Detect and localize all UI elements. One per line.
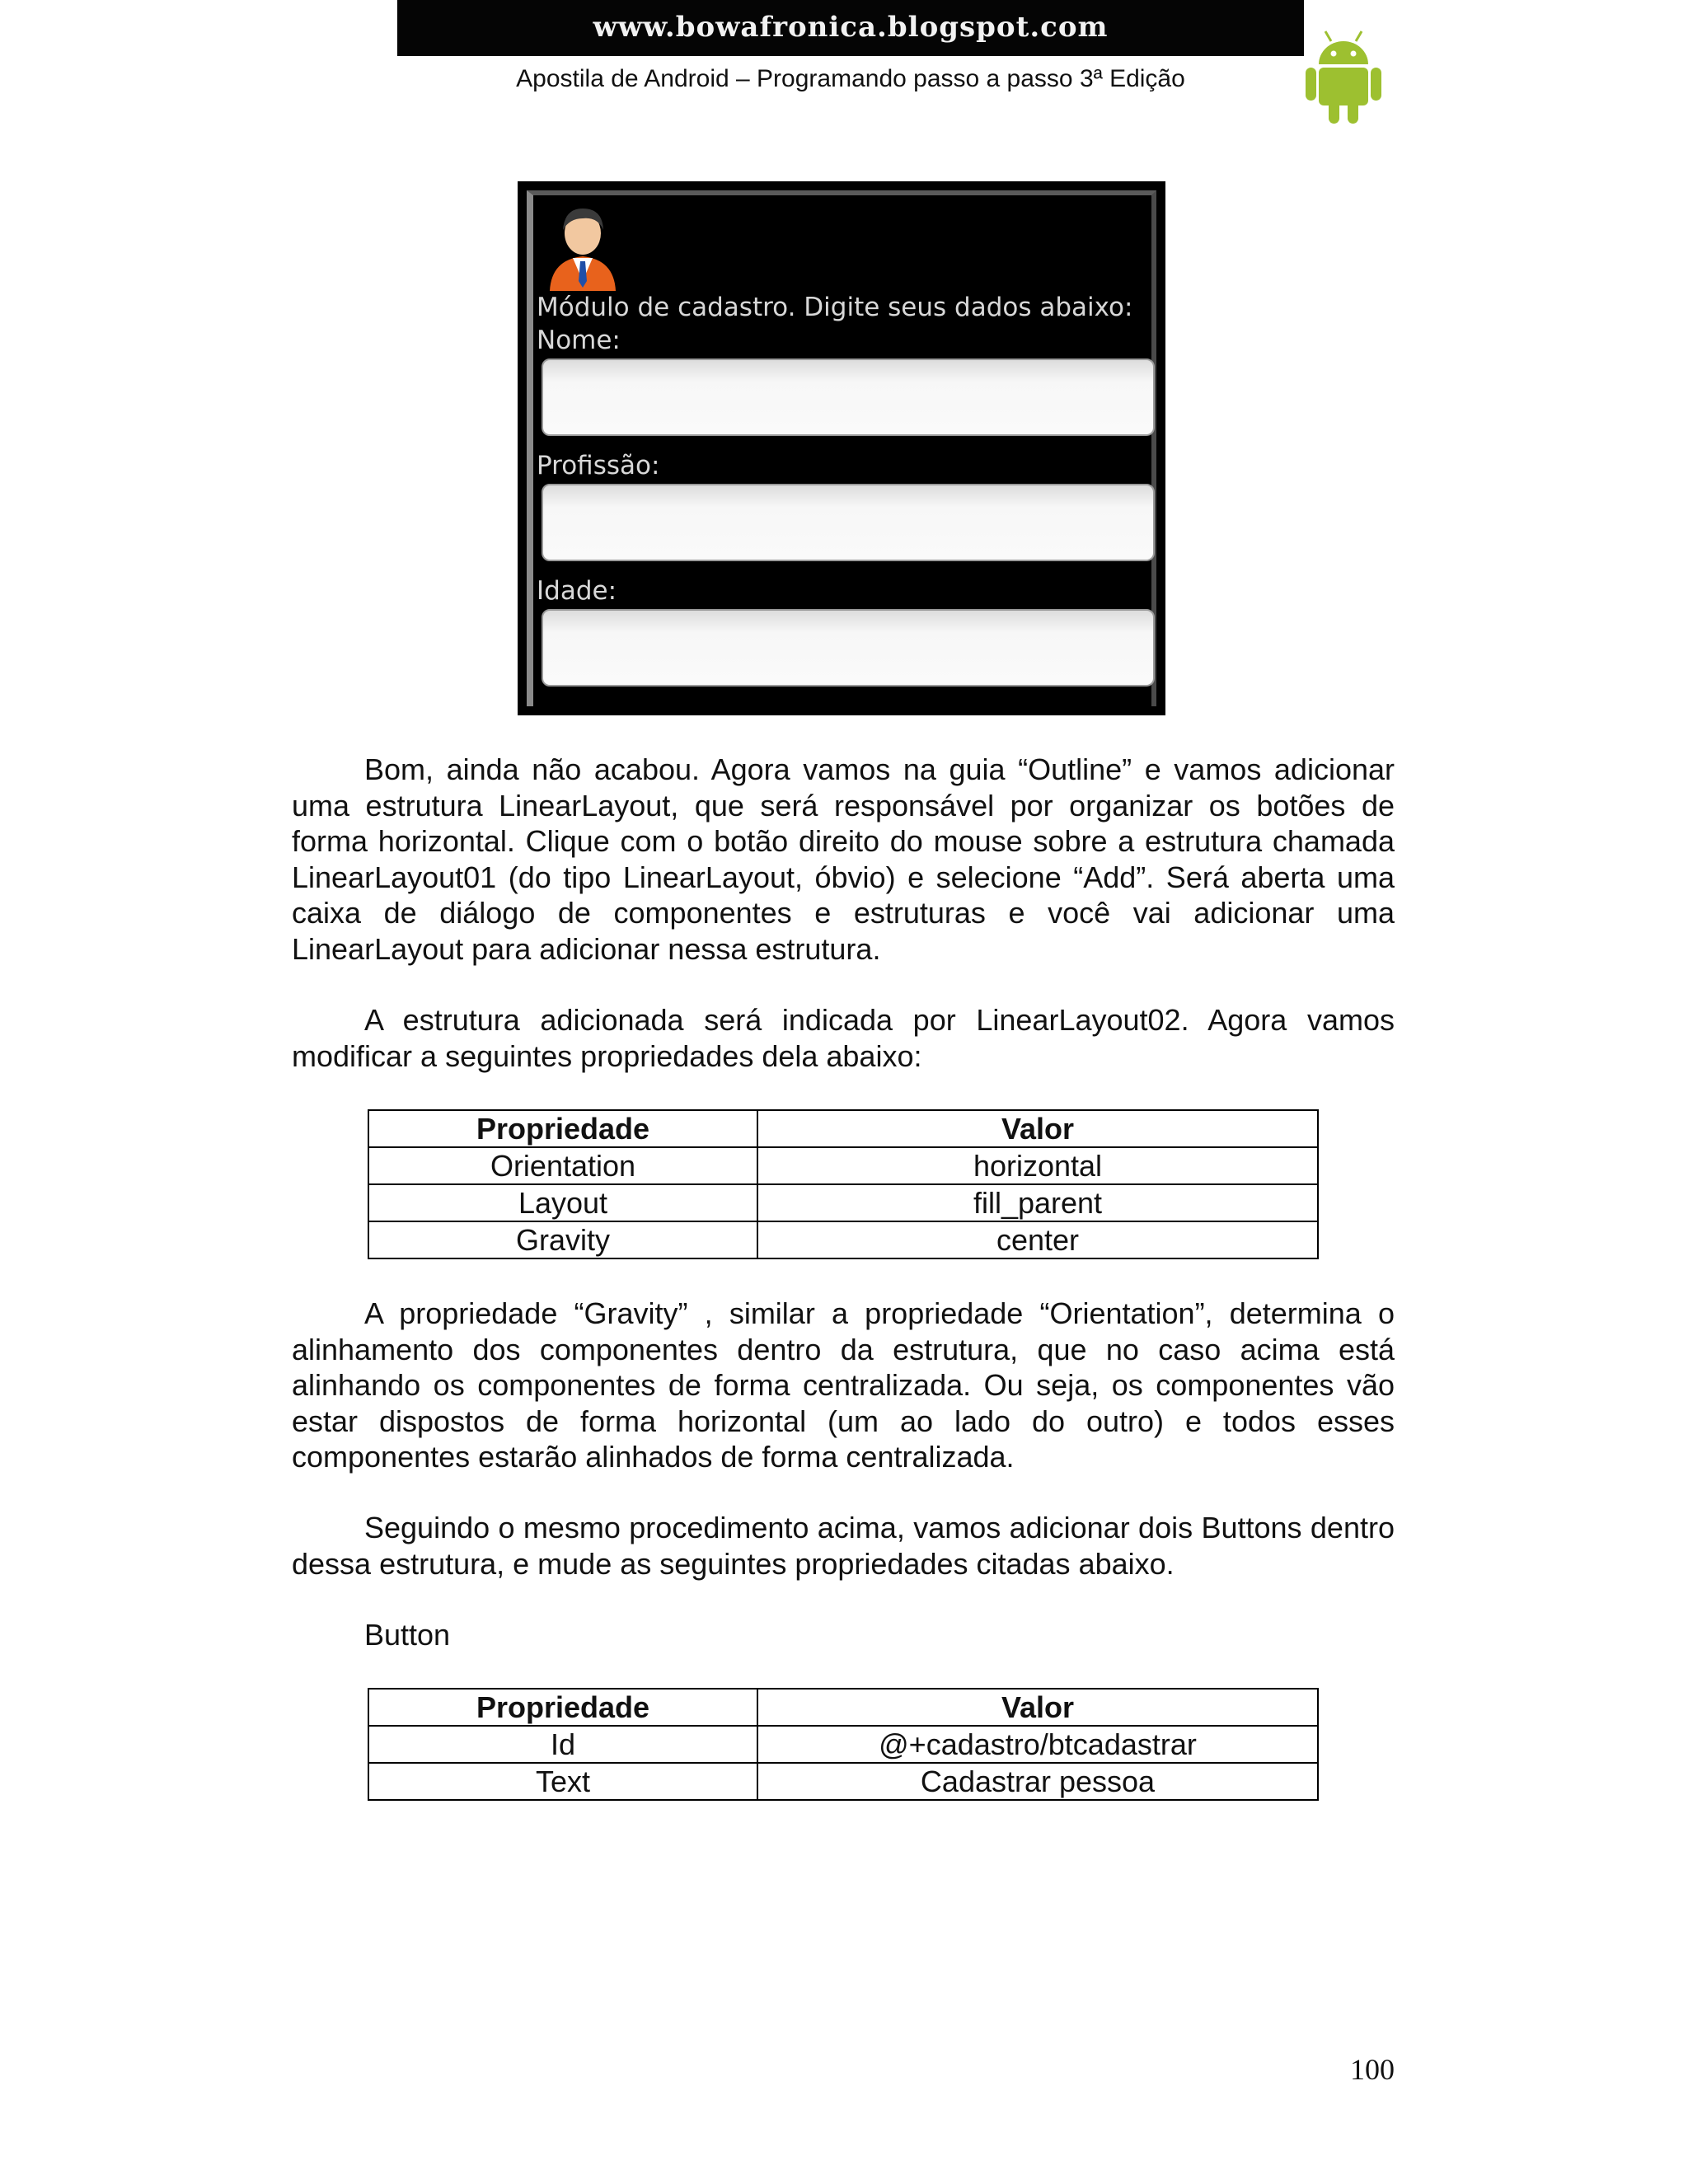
properties-table-button bbox=[368, 1688, 1319, 1801]
properties-table-linearlayout bbox=[368, 1109, 1319, 1259]
table-header-row bbox=[368, 1110, 1318, 1147]
input-nome[interactable] bbox=[542, 359, 1155, 436]
header-banner: www.bowafronica.blogspot.com bbox=[397, 0, 1304, 56]
paragraph-linearlayout02-text: A estrutura adicionada será indicada por LinearLayout02. Agora vamos modificar a seguintes propriedades dela abaixo: bbox=[292, 1003, 1395, 1073]
label-nome: Nome: bbox=[537, 326, 621, 355]
table-cell: Cadastrar pessoa bbox=[757, 1763, 1318, 1800]
table-row bbox=[368, 1763, 1318, 1800]
input-idade[interactable] bbox=[542, 609, 1155, 687]
user-avatar-icon bbox=[543, 202, 622, 293]
app-title-text: Módulo de cadastro. Digite seus dados abaixo: bbox=[537, 293, 1133, 322]
table-row bbox=[368, 1147, 1318, 1184]
table-cell: horizontal bbox=[757, 1147, 1318, 1184]
table-cell: Text bbox=[368, 1763, 757, 1800]
table-cell: Layout bbox=[368, 1184, 757, 1221]
table-header-cell: Propriedade bbox=[368, 1689, 757, 1726]
table-header-cell: Valor bbox=[757, 1110, 1318, 1147]
label-idade: Idade: bbox=[537, 576, 617, 606]
table-cell: fill_parent bbox=[757, 1184, 1318, 1221]
paragraph-buttons-text: Seguindo o mesmo procedimento acima, vamos adicionar dois Buttons dentro dessa estrutura, e mude as seguintes propriedades citadas abaixo. bbox=[292, 1511, 1395, 1581]
paragraph-outline bbox=[292, 752, 1395, 968]
android-logo-icon bbox=[1301, 26, 1386, 125]
table-cell: Orientation bbox=[368, 1147, 757, 1184]
subheading-button bbox=[292, 1617, 1395, 1653]
input-profissao[interactable] bbox=[542, 484, 1155, 561]
table-cell: Gravity bbox=[368, 1221, 757, 1258]
table-header-cell: Propriedade bbox=[368, 1110, 757, 1147]
app-screenshot bbox=[518, 181, 1165, 715]
table-cell: @+cadastro/btcadastrar bbox=[757, 1726, 1318, 1763]
paragraph-buttons bbox=[292, 1510, 1395, 1582]
table-row bbox=[368, 1221, 1318, 1258]
table-row bbox=[368, 1184, 1318, 1221]
table-cell: center bbox=[757, 1221, 1318, 1258]
paragraph-outline-text: Bom, ainda não acabou. Agora vamos na guia “Outline” e vamos adicionar uma estrutura LinearLayout, que será responsável por organizar os botões de forma horizontal. Clique com o botão direito do mouse sobre a estrutura chamada LinearLayout01 (do tipo LinearLayout, óbvio) e selecione “Add”. Será aberta uma caixa de diálogo de componentes e estruturas e você vai adicionar uma LinearLayout para adicionar nessa estrutura. bbox=[292, 752, 1395, 966]
paragraph-gravity-text: A propriedade “Gravity” , similar a propriedade “Orientation”, determina o alinhamento dos componentes dentro da estrutura, que no caso acima está alinhando os componentes de forma centralizada. Ou seja, os componentes vão estar dispostos de forma horizontal (um ao lado do outro) e todos esses componentes estarão alinhados de forma centralizada. bbox=[292, 1296, 1395, 1474]
table-cell: Id bbox=[368, 1726, 757, 1763]
table-header-row bbox=[368, 1689, 1318, 1726]
subheading-button-text: Button bbox=[364, 1618, 451, 1652]
paragraph-linearlayout02 bbox=[292, 1002, 1395, 1074]
header-subtitle: Apostila de Android – Programando passo a passo 3ª Edição bbox=[516, 65, 1185, 92]
label-profissao: Profissão: bbox=[537, 451, 660, 480]
page-number: 100 bbox=[1350, 2053, 1395, 2086]
table-header-cell: Valor bbox=[757, 1689, 1318, 1726]
paragraph-gravity bbox=[292, 1296, 1395, 1475]
table-row bbox=[368, 1726, 1318, 1763]
